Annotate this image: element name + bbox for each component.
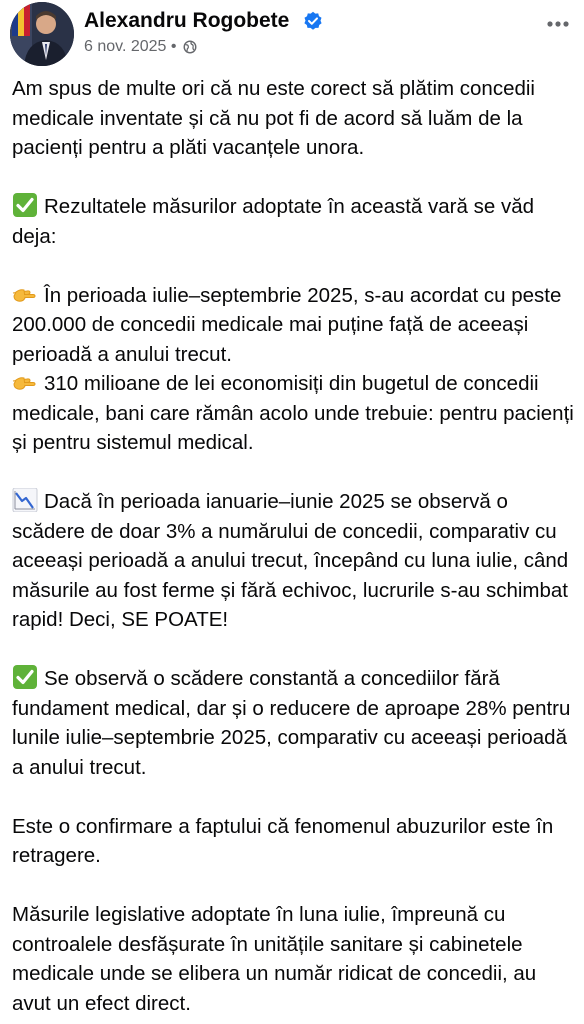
paragraph-reduction: [12, 664, 578, 782]
check-mark-emoji-icon: [12, 665, 38, 689]
paragraph-point-1: [12, 281, 578, 370]
post-header: [0, 0, 584, 72]
post-text: [12, 74, 578, 1018]
meta-separator: •: [170, 38, 177, 55]
paragraph-results: [12, 192, 578, 251]
point-1-text: În perioada iulie–septembrie 2025, s-au acordat cu peste 200.000 de concedii medicale mai puține față de aceeași perioadă a anului trecut.: [12, 283, 562, 366]
pointing-hand-emoji-icon: [12, 370, 38, 394]
avatar-photo-icon: [10, 2, 74, 66]
paragraph-confirmation: Este o confirmare a faptului că fenomenul abuzurilor este în retragere.: [12, 814, 554, 867]
reduction-text: Se observă o scădere constantă a concediilor fără fundament medical, dar și o reducere de aproape 28% pentru lunile iulie–septembrie 2025, comparativ cu aceeași perioadă a anului trecut.: [12, 667, 571, 779]
post-date[interactable]: 6 nov. 2025: [84, 38, 167, 55]
globe-icon: [183, 40, 197, 54]
more-options-icon[interactable]: [540, 8, 576, 40]
paragraph-point-2: [12, 369, 578, 458]
verified-badge-icon: [303, 11, 323, 31]
decrease-text: Dacă în perioada ianuarie–iunie 2025 se observă o scădere de doar 3% a numărului de concedii, comparativ cu aceeași perioadă a anului trecut, începând cu luna iulie, când măsurile au fost ferme și fără echivoc, lucrurile s-au schimbat rapid! Deci, SE POATE!: [12, 490, 569, 631]
author-avatar[interactable]: [10, 2, 74, 66]
paragraph-intro: Am spus de multe ori că nu este corect să plătim concedii medicale inventate și că nu pot fi de acord să luăm de la pacienți pentru a plăti vacanțele unora.: [12, 77, 535, 159]
results-text: Rezultatele măsurilor adoptate în această vară se văd deja:: [12, 195, 534, 248]
post-meta: [84, 37, 197, 57]
check-mark-emoji-icon: [12, 193, 38, 217]
author-name[interactable]: Alexandru Rogobete: [84, 9, 290, 32]
point-2-text: 310 milioane de lei economisiți din bugetul de concedii medicale, bani care rămân acolo unde trebuie: pentru pacienți și pentru sistemul medical.: [12, 372, 574, 454]
pointing-hand-emoji-icon: [12, 282, 38, 306]
paragraph-measures: Măsurile legislative adoptate în luna iulie, împreună cu controalele desfășurate în unitățile sanitare și cabinetele medicale unde se elibera un număr ridicat de concedii, au avut un efect direct.: [12, 903, 537, 1015]
chart-decreasing-emoji-icon: [12, 488, 38, 512]
paragraph-decrease: [12, 487, 578, 635]
